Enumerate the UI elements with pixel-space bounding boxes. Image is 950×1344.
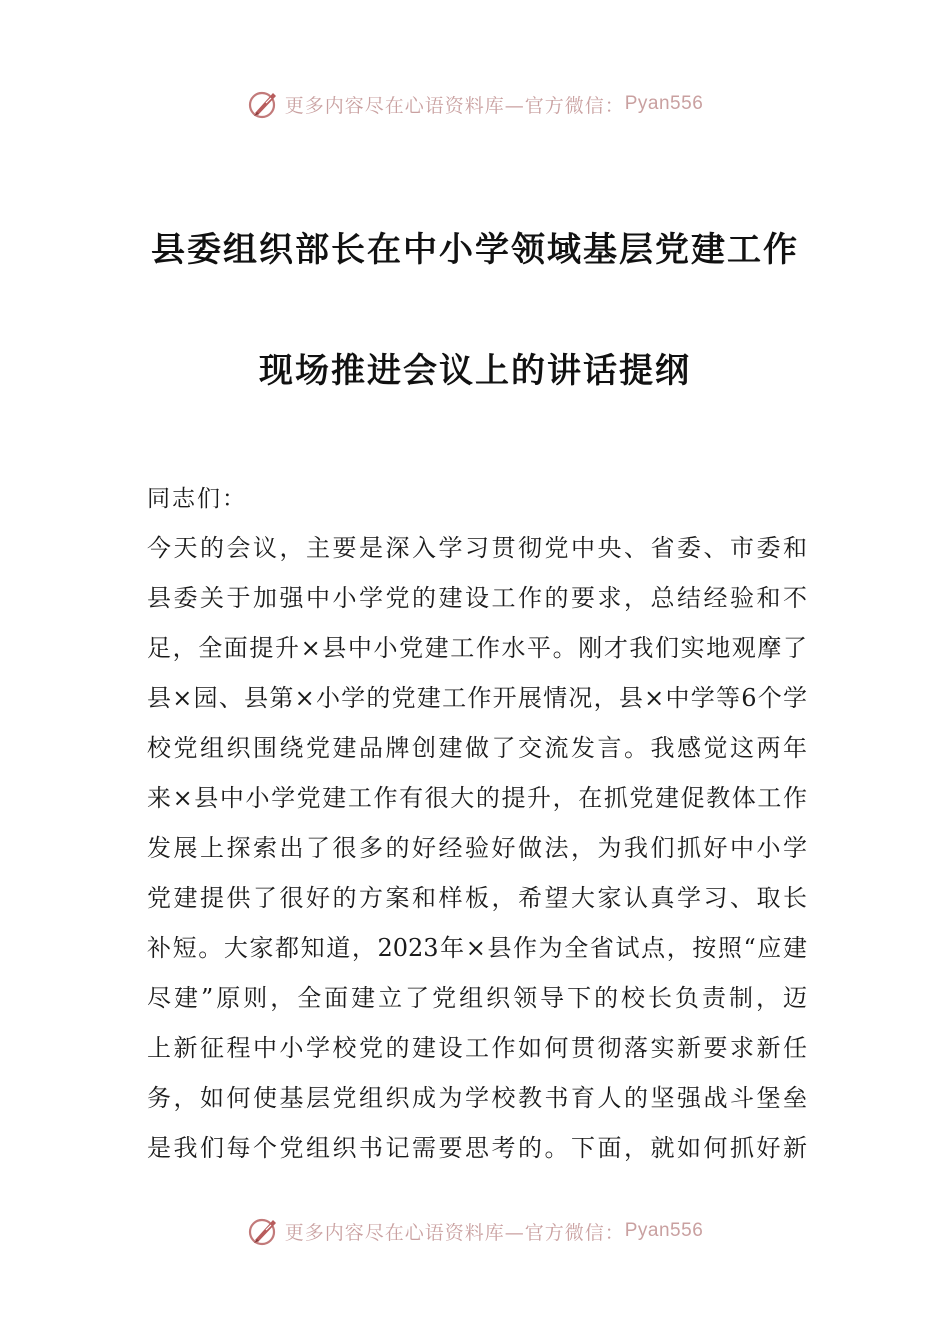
watermark-text: 更多内容尽在心语资料库—官方微信： bbox=[284, 94, 625, 117]
body-paragraph bbox=[147, 523, 807, 1173]
body-line: 校党组织围绕党建品牌创建做了交流发言。我感觉这两年 bbox=[147, 734, 807, 762]
watermark-wechat-id: Pyan556 bbox=[624, 1220, 704, 1241]
salutation: 同志们： bbox=[147, 486, 247, 512]
body-line: 务，如何使基层党组织成为学校教书育人的坚强战斗堡垒 bbox=[147, 1084, 807, 1112]
body-line: 发展上探索出了很多的好经验好做法，为我们抓好中小学 bbox=[147, 834, 807, 862]
watermark-text: 更多内容尽在心语资料库—官方微信： bbox=[284, 1221, 625, 1244]
body-line: 县委关于加强中小学党的建设工作的要求，总结经验和不 bbox=[147, 584, 807, 612]
document-title-line-2: 现场推进会议上的讲话提纲 bbox=[259, 351, 691, 391]
body-line: 上新征程中小学校党的建设工作如何贯彻落实新要求新任 bbox=[147, 1034, 807, 1062]
header-watermark bbox=[0, 84, 950, 124]
body-line: 县×园、县第×小学的党建工作开展情况，县×中学等6个学 bbox=[147, 684, 807, 712]
quill-logo-icon bbox=[247, 1214, 281, 1248]
footer-watermark bbox=[0, 1211, 950, 1251]
document-title-line-1: 县委组织部长在中小学领域基层党建工作 bbox=[151, 230, 799, 270]
body-line: 来×县中小学党建工作有很大的提升，在抓党建促教体工作 bbox=[147, 784, 807, 812]
body-line: 补短。大家都知道，2023年×县作为全省试点，按照“应建 bbox=[147, 934, 807, 962]
body-line: 党建提供了很好的方案和样板，希望大家认真学习、取长 bbox=[147, 884, 807, 912]
quill-logo-icon bbox=[247, 87, 281, 121]
body-line: 尽建”原则，全面建立了党组织领导下的校长负责制，迈 bbox=[147, 984, 807, 1012]
body-line: 是我们每个党组织书记需要思考的。下面，就如何抓好新 bbox=[147, 1134, 807, 1162]
body-line: 足，全面提升×县中小党建工作水平。刚才我们实地观摩了 bbox=[147, 634, 807, 662]
body-line: 今天的会议，主要是深入学习贯彻党中央、省委、市委和 bbox=[147, 534, 807, 562]
watermark-wechat-id: Pyan556 bbox=[624, 93, 704, 114]
